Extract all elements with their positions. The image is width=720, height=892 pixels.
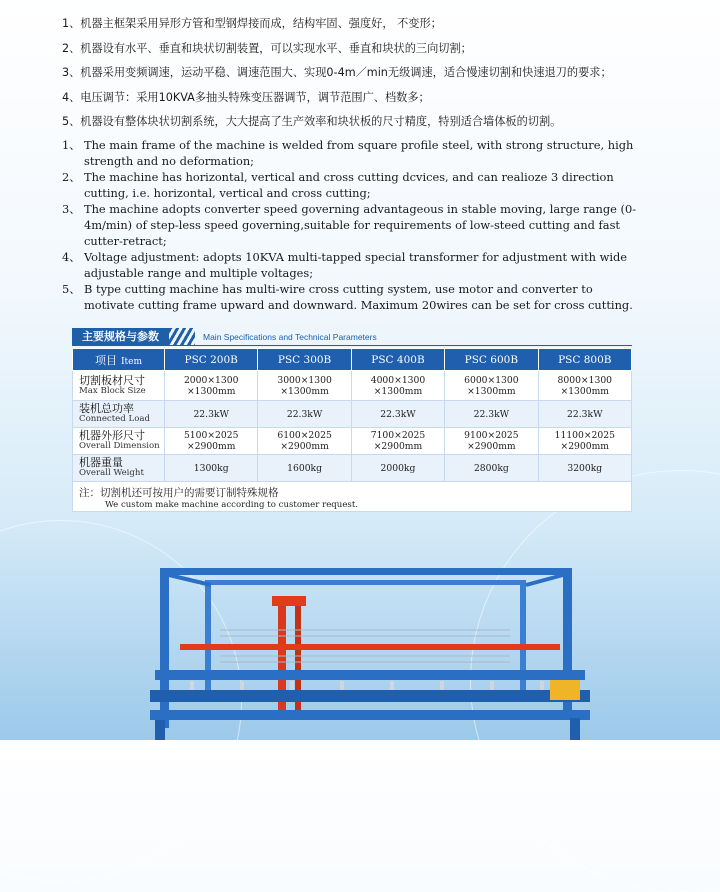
note-zh: 注：切割机还可按用户的需要订制特殊规格 — [79, 487, 279, 499]
table-row — [73, 455, 632, 482]
feature-zh-item: 1、机器主框架采用异形方管和型钢焊接而成，结构牢固、强度好， 不变形； — [62, 17, 442, 30]
cell-line: 6000×1300 — [464, 374, 519, 386]
table-header-row — [73, 349, 632, 371]
table-cell — [351, 428, 444, 455]
row-label-zh: 装机总功率 — [79, 402, 134, 415]
header-en: Item — [120, 356, 143, 367]
row-label — [73, 401, 165, 428]
table-cell — [538, 428, 631, 455]
row-label-en: Overall Dimension — [79, 441, 160, 451]
features-en-list — [62, 137, 642, 313]
table-cell: 2000kg — [351, 455, 444, 482]
table-cell — [445, 428, 538, 455]
table-cell — [165, 428, 258, 455]
cell-line: ×2900mm — [373, 441, 423, 452]
stripes-icon — [169, 328, 195, 346]
feature-en-item — [62, 169, 642, 201]
table-cell: 1300kg — [165, 455, 258, 482]
feature-text: The machine has horizontal, vertical and cross cutting dcvices, and can realioze 3 direction cutting, i.e. horizontal, vertical and cross cutting; — [84, 170, 614, 200]
cutting-machine-illustration — [150, 560, 600, 740]
column-header-model: PSC 800B — [538, 349, 631, 371]
feature-zh-item: 4、电压调节：采用10KVA多抽头特殊变压器调节，调节范围广、档数多； — [62, 90, 430, 104]
cell-line: ×2900mm — [560, 441, 610, 452]
cutting-bar — [180, 644, 560, 650]
table-row — [73, 428, 632, 455]
features-zh-list — [62, 12, 712, 135]
table-cell — [165, 371, 258, 401]
spec-title-en: Main Specifications and Technical Parameters — [203, 332, 377, 342]
row-label-zh: 切割板材尺寸 — [79, 373, 145, 387]
table-row — [73, 401, 632, 428]
cell-line: ×2900mm — [467, 441, 516, 452]
cell-line: ×1300mm — [467, 385, 516, 397]
cell-line: ×1300mm — [280, 385, 329, 397]
table-cell — [258, 371, 351, 401]
machine-diagonal — [526, 575, 563, 585]
feature-zh-item: 3、机器采用变频调速，运动平稳、调速范围大、实现0-4m／min无级调速，适合慢速切割和快速退刀的要求； — [62, 66, 612, 79]
machine-foot — [570, 718, 580, 740]
machine-base-rail — [150, 710, 590, 720]
feature-text: Voltage adjustment: adopts 10KVA multi-tapped special transformer for adjustment with wide adjustable range and multiple voltages; — [84, 250, 628, 280]
cell-line: 5100×2025 — [183, 430, 239, 441]
feature-number: 1、 — [62, 138, 81, 152]
column-header-model: PSC 600B — [445, 349, 538, 371]
feature-number: 4、 — [62, 250, 81, 264]
spec-table-container — [72, 348, 632, 512]
column-header-item — [73, 349, 165, 371]
machine-top-beam — [160, 568, 572, 575]
feature-text: The main frame of the machine is welded from square profile steel, with strong structure, high strength and no deformation; — [84, 138, 634, 168]
table-cell — [258, 428, 351, 455]
machine-foot — [155, 720, 165, 740]
row-label-zh: 机器重量 — [79, 456, 123, 469]
feature-number: 2、 — [62, 170, 81, 184]
feature-en-item — [62, 281, 642, 313]
table-cell: 1600kg — [258, 455, 351, 482]
cell-line: ×1300mm — [560, 385, 610, 397]
table-cell: 22.3kW — [445, 401, 538, 428]
cell-line: 4000×1300 — [370, 374, 426, 386]
row-label — [73, 455, 165, 482]
cell-line: 11100×2025 — [554, 430, 615, 441]
note-en: We custom make machine according to customer request. — [105, 500, 359, 510]
spec-section-title — [72, 327, 377, 347]
motor-box — [550, 680, 580, 700]
table-cell — [538, 371, 631, 401]
feature-number: 3、 — [62, 202, 81, 216]
row-label-en: Max Block Size — [79, 385, 146, 396]
column-header-model: PSC 400B — [351, 349, 444, 371]
row-label-en: Overall Weight — [79, 468, 144, 478]
feature-text: The machine adopts converter speed governing advantageous in stable moving, large range (0-4m/min) of step-less speed governing,suitable for requirements of low-steed cutting and fast cutter-retract; — [84, 202, 637, 248]
row-label-zh: 机器外形尺寸 — [79, 429, 145, 442]
table-note — [72, 482, 632, 512]
feature-en-item — [62, 201, 642, 249]
feature-zh-item: 5、机器设有整体块状切割系统，大大提高了生产效率和块状板的尺寸精度，特别适合墙体板的切割。 — [62, 115, 562, 128]
divider — [72, 345, 632, 346]
column-header-model: PSC 300B — [258, 349, 351, 371]
feature-en-item — [62, 137, 642, 169]
feature-text: B type cutting machine has multi-wire cross cutting system, use motor and converter to motivate cutting frame upward and downward. Maximum 20wires can be set for cross cutting. — [84, 282, 633, 312]
machine-base-rail — [150, 690, 590, 702]
feature-zh-item: 2、机器设有水平、垂直和块状切割装置，可以实现水平、垂直和块状的三向切割； — [62, 41, 472, 55]
header-zh: 项目 — [94, 353, 117, 367]
feature-number: 5、 — [62, 282, 81, 296]
table-cell: 22.3kW — [258, 401, 351, 428]
table-cell: 22.3kW — [351, 401, 444, 428]
carriage-head — [272, 596, 306, 606]
spec-table — [72, 348, 632, 482]
cell-line: 2000×1300 — [183, 374, 239, 386]
column-header-model: PSC 200B — [165, 349, 258, 371]
spec-title-zh: 主要规格与参数 — [72, 328, 169, 346]
cell-line: ×2900mm — [280, 441, 329, 452]
cell-line: 8000×1300 — [557, 374, 613, 386]
row-label — [73, 428, 165, 455]
row-label-en: Connected Load — [79, 414, 150, 424]
table-row — [73, 371, 632, 401]
machine-post — [205, 580, 211, 700]
machine-diagonal — [169, 575, 211, 585]
cell-line: 7100×2025 — [370, 430, 426, 441]
table-cell: 22.3kW — [538, 401, 631, 428]
table-cell: 22.3kW — [165, 401, 258, 428]
machine-base-platform — [155, 670, 585, 680]
table-cell: 2800kg — [445, 455, 538, 482]
table-cell — [351, 371, 444, 401]
cell-line: ×1300mm — [373, 385, 423, 397]
machine-post — [160, 568, 169, 728]
cell-line: 9100×2025 — [464, 430, 519, 441]
cell-line: 6100×2025 — [277, 430, 332, 441]
base-rollers — [190, 681, 544, 690]
cell-line: 3000×1300 — [277, 374, 332, 386]
feature-en-item — [62, 249, 642, 281]
cell-line: ×2900mm — [186, 441, 236, 452]
machine-inner-beam — [205, 580, 526, 585]
cell-line: ×1300mm — [186, 385, 236, 397]
row-label — [73, 371, 165, 401]
table-cell — [445, 371, 538, 401]
table-cell: 3200kg — [538, 455, 631, 482]
